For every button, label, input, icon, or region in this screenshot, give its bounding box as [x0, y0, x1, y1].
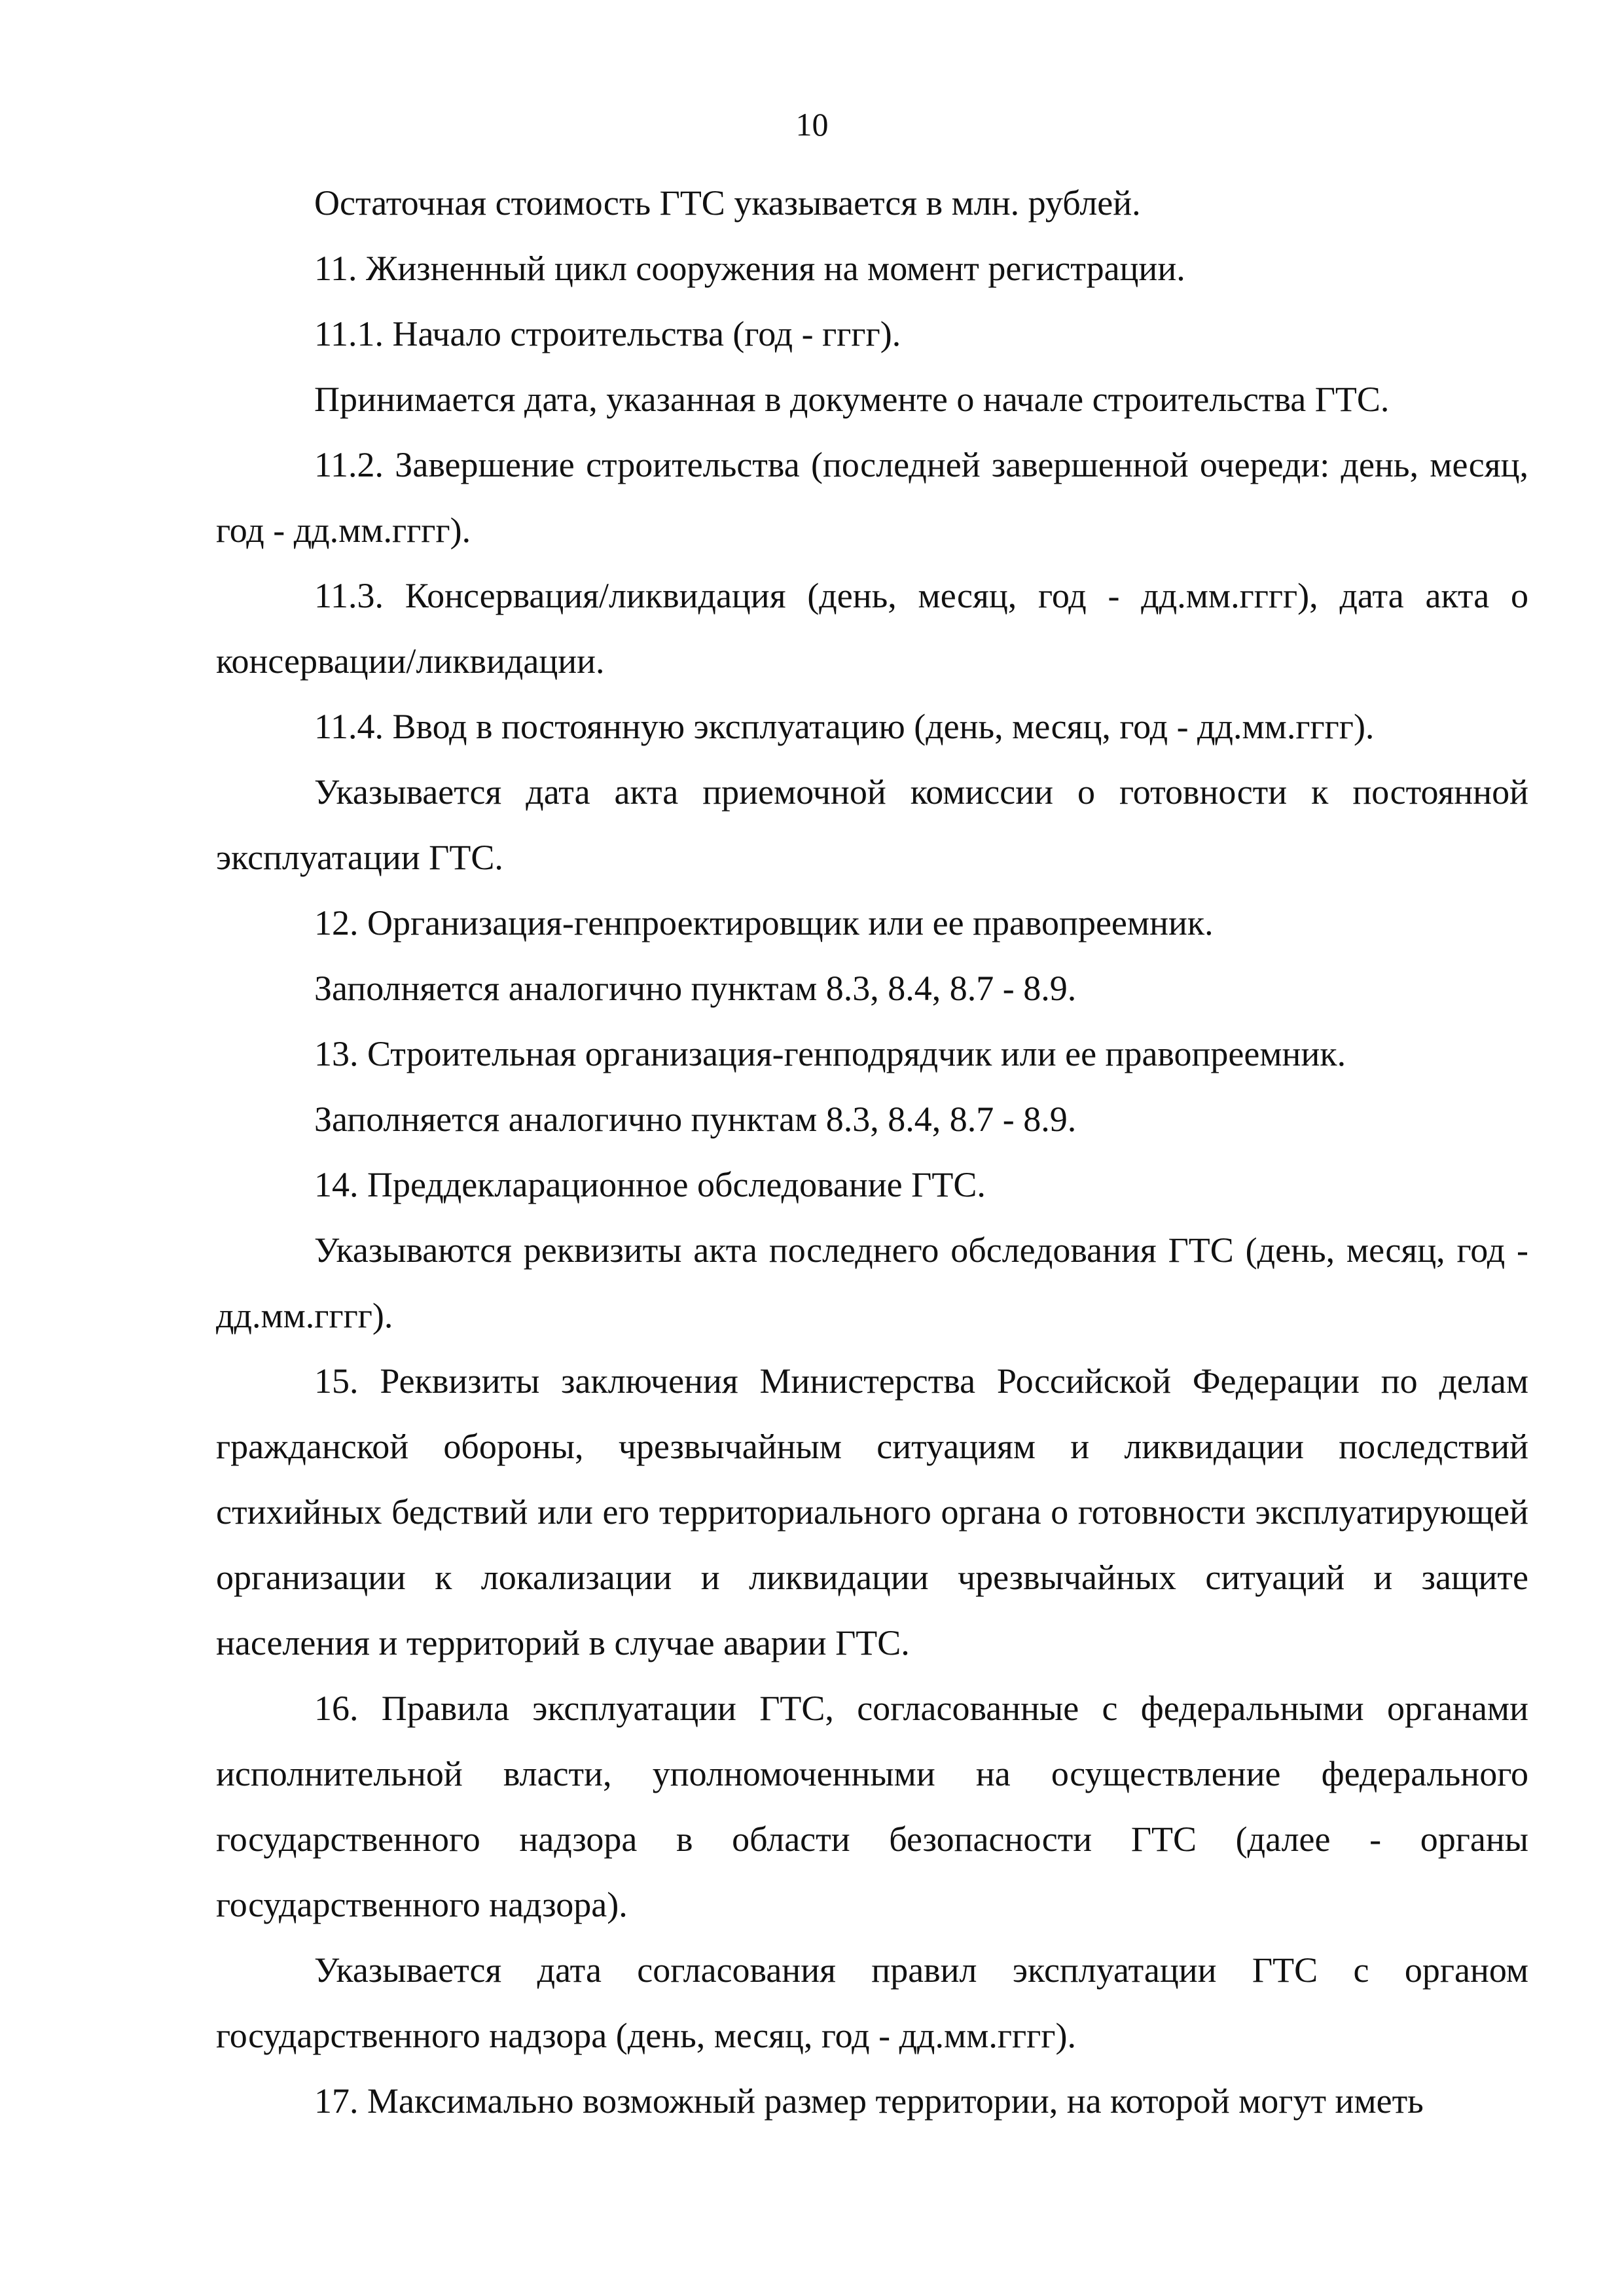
paragraph-12-general-designer: 12. Организация-генпроектировщик или ее правопреемник. [314, 903, 1214, 942]
paragraph-14-survey-note: Указываются реквизиты акта последнего обследования ГТС (день, месяц, год - дд.мм.гггг). [216, 1230, 1528, 1335]
paragraph-11-life-cycle: 11. Жизненный цикл сооружения на момент регистрации. [314, 249, 1185, 288]
paragraph-11-4-commissioning: 11.4. Ввод в постоянную эксплуатацию (день, месяц, год - дд.мм.гггг). [314, 707, 1375, 746]
paragraph-13-fill-note: Заполняется аналогично пунктам 8.3, 8.4, 8.7 - 8.9. [314, 1100, 1077, 1139]
paragraph-residual-cost: Остаточная стоимость ГТС указывается в млн. рублей. [314, 183, 1141, 223]
page-number: 10 [795, 106, 829, 143]
document-body [216, 170, 1528, 2134]
paragraph-11-3-conservation: 11.3. Консервация/ликвидация (день, месяц, год - дд.мм.гггг), дата акта о консервации/ликвидации. [216, 576, 1528, 681]
paragraph-13-general-contractor: 13. Строительная организация-генподрядчик или ее правопреемник. [314, 1034, 1346, 1073]
paragraph-12-fill-note: Заполняется аналогично пунктам 8.3, 8.4, 8.7 - 8.9. [314, 969, 1077, 1008]
paragraph-commissioning-note: Указывается дата акта приемочной комиссии о готовности к постоянной эксплуатации ГТС. [216, 772, 1528, 877]
paragraph-16-approval-note: Указывается дата согласования правил эксплуатации ГТС с органом государственного надзора (день, месяц, год - дд.мм.гггг). [216, 1950, 1528, 2055]
paragraph-11-2-construction-end: 11.2. Завершение строительства (последней завершенной очереди: день, месяц, год - дд.мм.гггг). [216, 445, 1528, 550]
paragraph-15-emercom-conclusion: 15. Реквизиты заключения Министерства Российской Федерации по делам гражданской обороны, чрезвычайным ситуациям и ликвидации последствий стихийных бедствий или его территориального органа о готовности эксплуатирующей организации к локализации и ликвидации чрезвычайных ситуаций и защите населения и территорий в случае аварии ГТС. [216, 1361, 1528, 1662]
paragraph-14-pre-declaration-survey: 14. Преддекларационное обследование ГТС. [314, 1165, 986, 1204]
paragraph-17-max-territory: 17. Максимально возможный размер территории, на которой могут иметь [314, 2081, 1424, 2121]
paragraph-start-date-note: Принимается дата, указанная в документе о начале строительства ГТС. [314, 380, 1390, 419]
paragraph-16-operation-rules: 16. Правила эксплуатации ГТС, согласованные с федеральными органами исполнительной власти, уполномоченными на осуществление федерального государственного надзора в области безопасности ГТС (далее - органы государственного надзора). [216, 1689, 1528, 1924]
paragraph-11-1-construction-start: 11.1. Начало строительства (год - гггг). [314, 314, 901, 353]
